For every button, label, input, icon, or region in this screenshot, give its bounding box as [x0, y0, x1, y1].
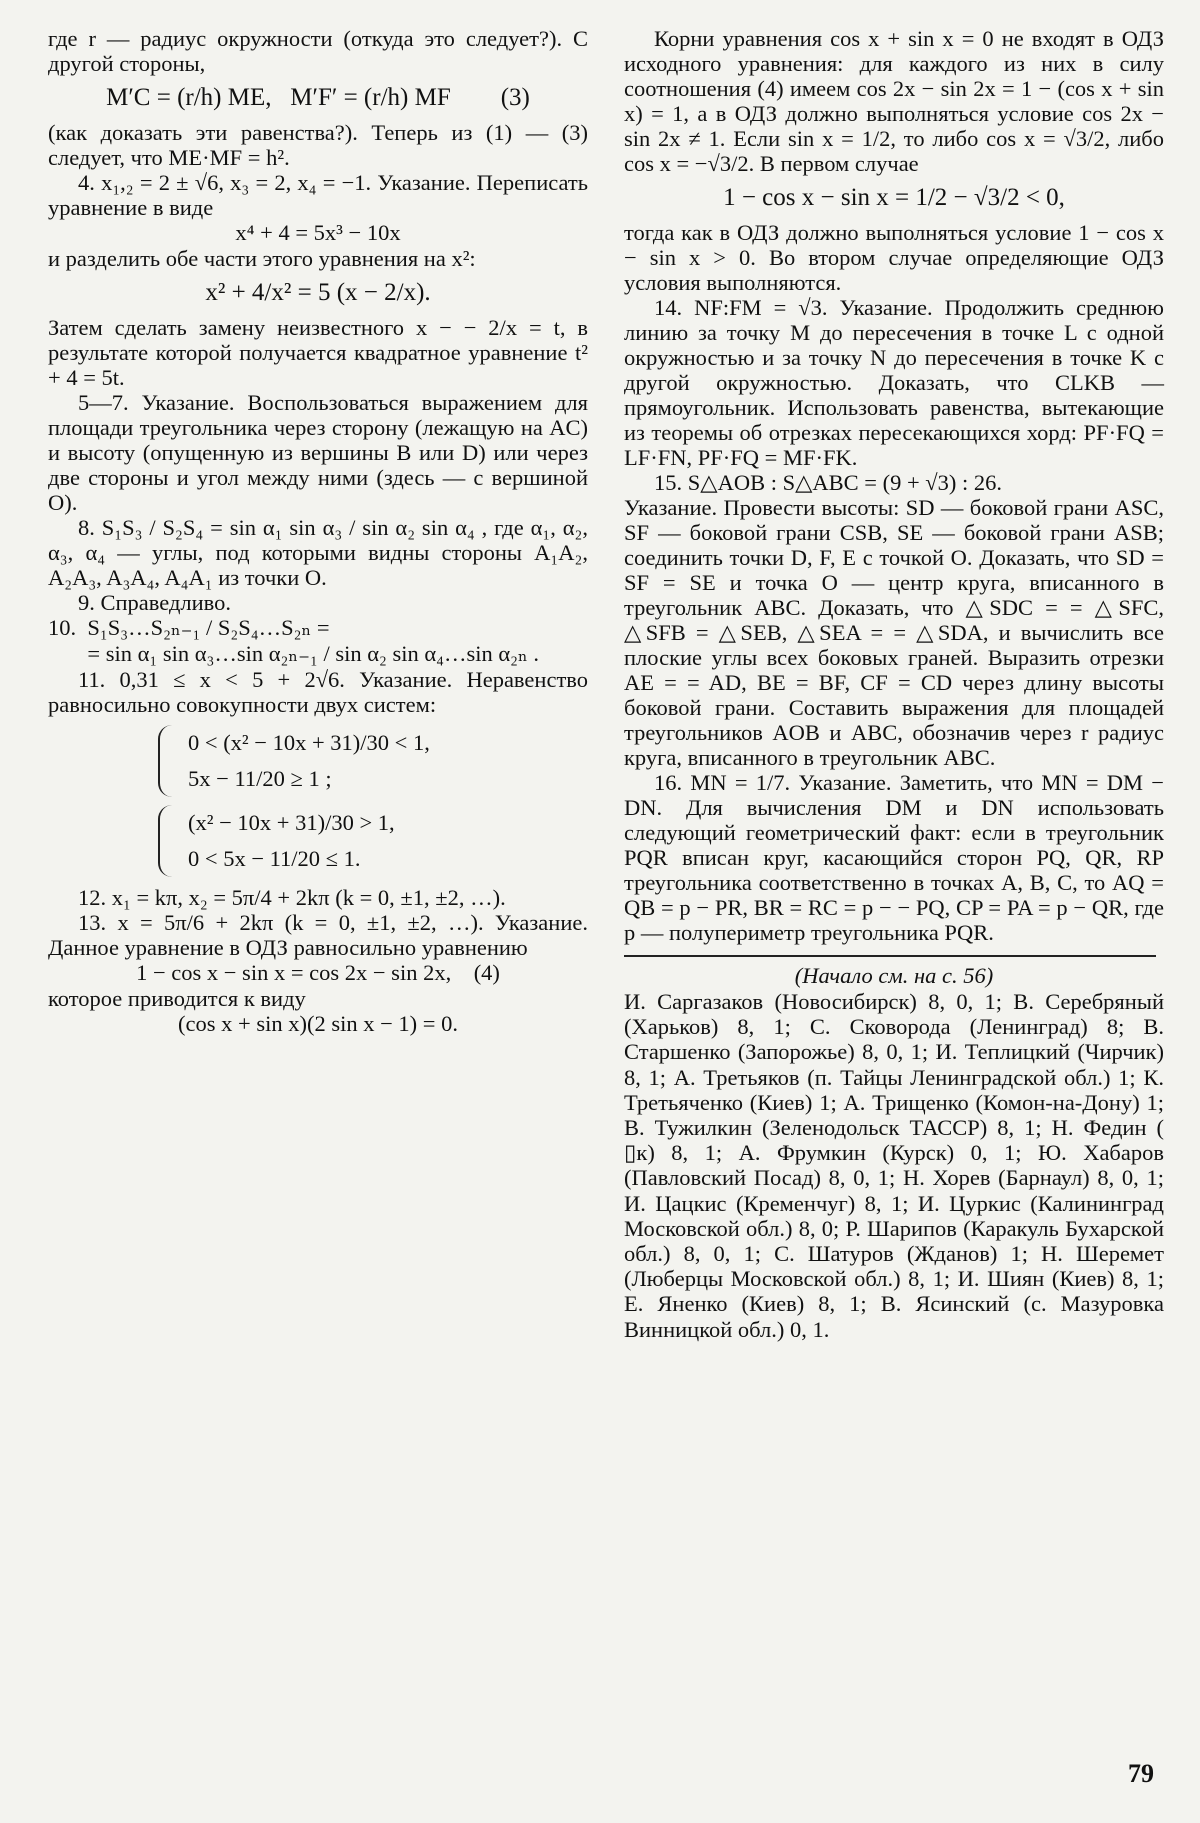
formula: (cos x + sin x)(2 sin x − 1) = 0.	[178, 1011, 458, 1036]
paragraph: тогда как в ОДЗ должно выполняться условие 1 − cos x − sin x > 0. Во втором случае определяющие ОДЗ условия выполняются.	[624, 220, 1164, 295]
paragraph: 16. MN = 1/7. Указание. Заметить, что MN = DM − DN. Для вычисления DM и DN использовать следующий геометрический факт: если в треугольник PQR вписан круг, касающийся сторон PQ, QR, RP треугольника соответственно в точках A, B, C, то AQ = QB = p − PR, BR = RC = p − − PQ, CP = PA = p − QR, где p — полупериметр треугольника PQR.	[624, 770, 1164, 945]
paragraph: 5—7. Указание. Воспользоваться выражением для площади треугольника через сторону (лежащую на AC) и высоту (опущенную из вершины B или D) или через две стороны и угол между ними (здесь — с вершиной O).	[48, 390, 588, 515]
continuation-header: (Начало см. на с. 56)	[794, 963, 994, 988]
system-of-inequalities: 0 < (x² − 10x + 31)/30 < 1, 5x − 11/20 ≥ 1 ;	[158, 725, 588, 797]
paragraph: (как доказать эти равенства?). Теперь из (1) — (3) следует, что ME·MF = h².	[48, 120, 588, 170]
formula: x⁴ + 4 = 5x³ − 10x	[235, 220, 401, 245]
paragraph: Корни уравнения cos x + sin x = 0 не входят в ОДЗ исходного уравнения: для каждого из них в силу соотношения (4) имеем cos 2x − sin 2x = 1 − (cos x + sin x) = 1, а в ОДЗ должно выполняться условие cos 2x − sin 2x ≠ 1. Если sin x = 1/2, то либо cos x = √3/2, либо cos x = −√3/2. В первом случае	[624, 26, 1164, 176]
paragraph: 14. NF:FM = √3. Указание. Продолжить среднюю линию за точку M до пересечения в точке L с одной окружностью и за точку N до пересечения в точке K с другой окружностью. Доказать, что CLKB — прямоугольник. Использовать равенства, вытекающие из теоремы об отрезках пересекающихся хорд: PF·FQ = LF·FN, PF·FQ = MF·FK.	[624, 295, 1164, 470]
paragraph: 13. x = 5π/6 + 2kπ (k = 0, ±1, ±2, …). Указание. Данное уравнение в ОДЗ равносильно уравнению	[48, 910, 588, 960]
page-number: 79	[1128, 1759, 1154, 1788]
paragraph: где r — радиус окружности (откуда это следует?). С другой стороны,	[48, 26, 588, 76]
paragraph: 15. S△AOB : S△ABC = (9 + √3) : 26.	[654, 470, 1002, 495]
paragraph: 4. x₁,₂ = 2 ± √6, x₃ = 2, x₄ = −1. Указание. Переписать уравнение в виде	[48, 170, 588, 220]
paragraph: 12. x₁ = kπ, x₂ = 5π/4 + 2kπ (k = 0, ±1, ±2, …).	[78, 885, 506, 910]
paragraph: 8. S₁S₃ / S₂S₄ = sin α₁ sin α₃ / sin α₂ sin α₄ , где α₁, α₂, α₃, α₄ — углы, под которыми видны стороны A₁A₂, A₂A₃, A₃A₄, A₄A₁ из точки O.	[48, 515, 588, 590]
paragraph: Указание. Провести высоты: SD — боковой грани ASC, SF — боковой грани CSB, SE — боковой грани ASB; соединить точки D, F, E с точкой O. Доказать, что SD = SF = SE и точка O — центр круга, вписанного в треугольник ABC. Доказать, что △SDC = = △SFC, △SFB = △SEB, △SEA = = △SDA, и вычислить все плоские углы всех боковых граней. Выразить отрезки AE = = AD, BE = BF, CF = CD через длину высоты боковой грани. Составить выражения для площадей треугольников AOB и ABC, обозначив через r радиус круга, вписанного в треугольник ABC.	[624, 495, 1164, 770]
paragraph: 9. Справедливо.	[78, 590, 232, 615]
left-column	[48, 26, 588, 1037]
right-column	[624, 26, 1164, 1342]
paragraph: которое приводится к виду	[48, 986, 306, 1011]
paragraph: 11. 0,31 ≤ x < 5 + 2√6. Указание. Неравенство равносильно совокупности двух систем:	[48, 667, 588, 717]
formula: 1 − cos x − sin x = cos 2x − sin 2x, (4)	[136, 960, 500, 985]
formula: M′C = (r/h) ME, M′F′ = (r/h) MF (3)	[106, 84, 530, 111]
paragraph: и разделить обе части этого уравнения на x²:	[48, 246, 476, 271]
right-column-body	[624, 26, 1164, 945]
solvers-list: И. Саргазаков (Новосибирск) 8, 0, 1; В. Серебряный (Харьков) 8, 1; С. Сковорода (Ленинград) 8; В. Старшенко (Запорожье) 8, 0, 1; И. Теплицкий (Чирчик) 8, 1; А. Третьяков (п. Тайцы Ленинградской обл.) 1; К. Третьяченко (Киев) 1; А. Трищенко (Комон-на-Дону) 1; В. Тужилкин (Зеленодольск ТАССР) 8, 1; Н. Федин ( ▯к) 8, 1; А. Фрумкин (Курск) 0, 1; Ю. Хабаров (Павловский Посад) 8, 0, 1; Н. Хорев (Барнаул) 8, 0, 1; И. Цацкис (Кременчуг) 8, 1; И. Цуркис (Калининград Московской обл.) 8, 0; Р. Шарипов (Каракуль Бухарской обл.) 8, 0, 1; С. Шатуров (Жданов) 1; Н. Шеремет (Люберцы Московской обл.) 8, 1; И. Шиян (Киев) 8, 1; Е. Яненко (Киев) 8, 1; В. Ясинский (с. Мазуровка Винницкой обл.) 0, 1.	[624, 989, 1164, 1342]
section-divider	[624, 955, 1156, 957]
paragraph: Затем сделать замену неизвестного x − − 2/x = t, в результате которой получается квадратное уравнение t² + 4 = 5t.	[48, 315, 588, 390]
formula: 1 − cos x − sin x = 1/2 − √3/2 < 0,	[723, 184, 1065, 211]
formula: x² + 4/x² = 5 (x − 2/x).	[205, 279, 431, 306]
formula: 10. S₁S₃…S₂ₙ₋₁ / S₂S₄…S₂ₙ =	[48, 615, 330, 640]
system-of-inequalities: (x² − 10x + 31)/30 > 1, 0 < 5x − 11/20 ≤ 1.	[158, 805, 588, 877]
formula: = sin α₁ sin α₃…sin α₂ₙ₋₁ / sin α₂ sin α₄…sin α₂ₙ .	[48, 641, 539, 666]
